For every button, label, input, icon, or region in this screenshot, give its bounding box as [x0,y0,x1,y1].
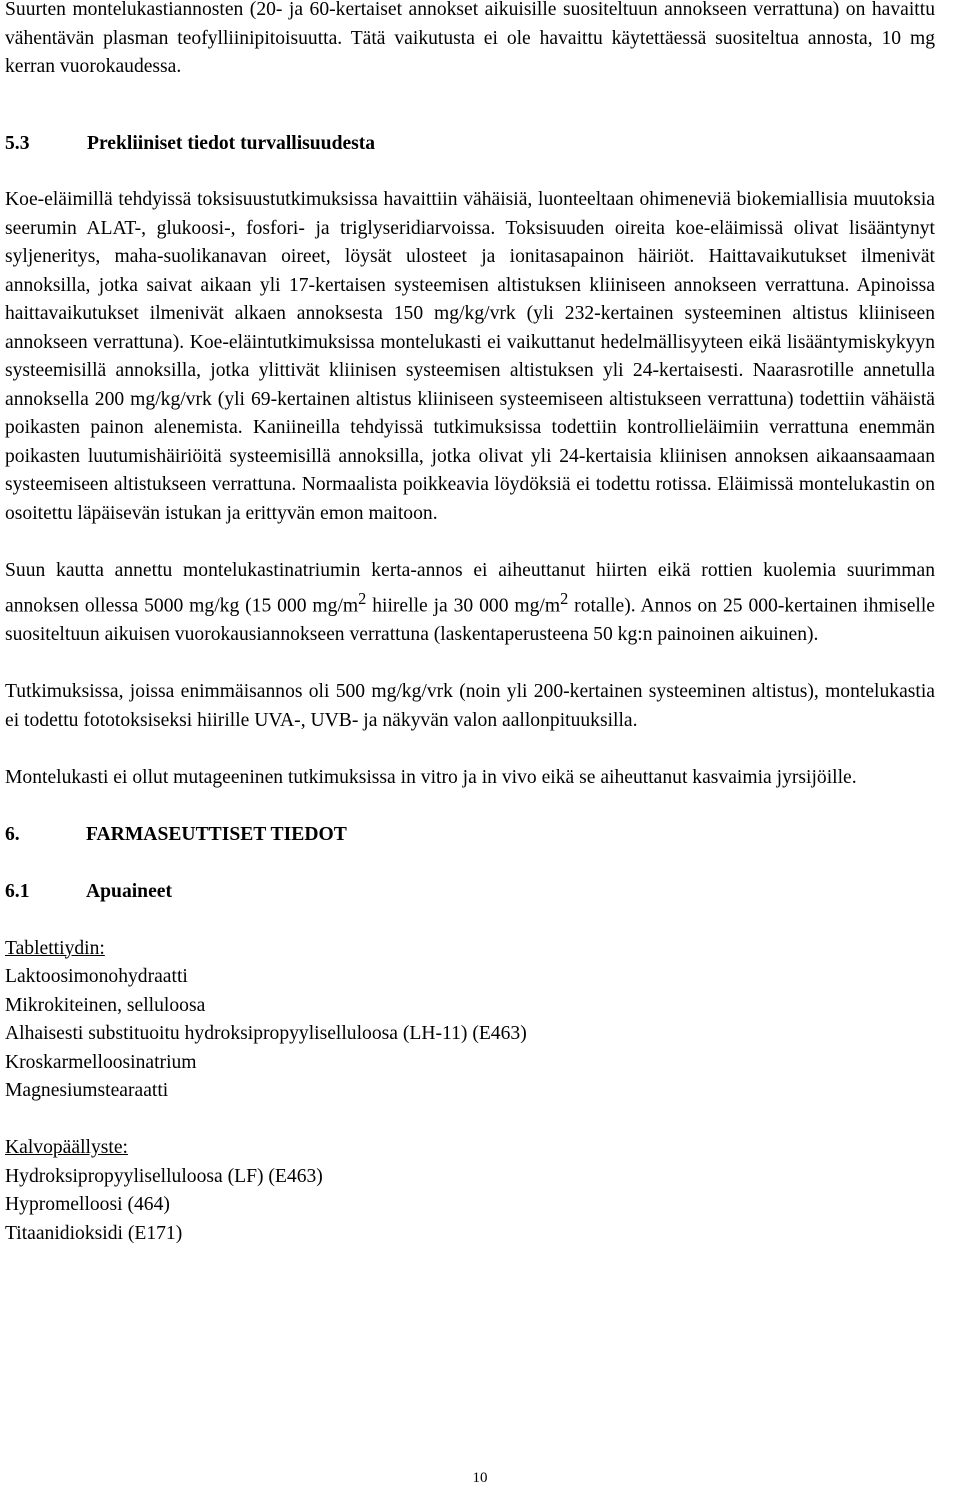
section-6-1-heading [5,878,935,907]
list-item: Hypromelloosi (464) [5,1194,170,1216]
mutagenicity-paragraph: Montelukasti ei ollut mutageeninen tutkimuksissa in vitro ja in vivo eikä se aiheuttanut kasvaimia jyrsijöille. [5,766,857,788]
superscript-2: 2 [358,589,367,608]
list-item: Mikrokiteinen, selluloosa [5,994,206,1016]
document-page [5,0,935,1248]
superscript-2: 2 [560,589,569,608]
section-5-3-heading [5,130,935,159]
tablet-core-label: Tablettiydin: [5,937,105,959]
intro-paragraph: Suurten montelukastiannosten (20- ja 60-kertaiset annokset aikuisille suositeltuun annokseen verrattuna) on havaittu vähentävän plasman teofylliinipitoisuutta. Tätä vaikutusta ei ole havaittu käytettäessä suositeltua annosta, 10 mg kerran vuorokaudessa. [5,0,935,77]
section-6-heading [5,821,935,850]
section-5-3-number: 5.3 [5,132,30,154]
section-6-1-number: 6.1 [5,880,30,902]
film-coating-label: Kalvopäällyste: [5,1137,128,1159]
section-6-1-title: Apuaineet [86,880,173,902]
list-item: Hydroksipropyyliselluloosa (LF) (E463) [5,1165,323,1187]
film-coating-list [5,1163,935,1249]
list-item: Magnesiumstearaatti [5,1080,169,1102]
preclinical-toxicity-paragraph: Koe-eläimillä tehdyissä toksisuustutkimuksissa havaittiin vähäisiä, luonteeltaan ohimeneviä biokemiallisia muutoksia seerumin ALAT-, glukoosi-, fosfori- ja triglyseridiarvoissa. Toksisuuden oireita koe-eläimissä olivat lisääntynyt syljeneritys, maha-suolikanavan oireet, löysät ulosteet ja ionitasapainon häiriöt. Haittavaikutukset ilmenivät annoksilla, jotka saivat aikaan yli 17-kertaisen systeemisen altistuksen kliiniseen annokseen verrattuna. Apinoissa haittavaikutukset ilmenivät alkaen annoksesta 150 mg/kg/vrk (yli 232-kertainen systeeminen altistus kliiniseen annokseen verrattuna). Koe-eläintutkimuksissa montelukasti ei vaikuttanut hedelmällisyyteen eikä lisääntymiskykyyn systeemisillä annoksilla, jotka ylittivät kliinisen systeemisen altistuksen yli 24-kertaisesti. Naarasrotille annetulla annoksella 200 mg/kg/vrk (yli 69-kertainen altistus kliiniseen systeemiseen altistukseen verrattuna) todettiin vähäistä poikasten painon alenemista. Kaniineilla tehdyissä tutkimuksissa todettiin kontrollieläimiin verrattuna enemmän poikasten luutumishäiriöitä systeemisillä annoksilla, jotka olivat yli 24-kertaisia kliinisen annoksen aikaansaamaan systeemiseen altistukseen verrattuna. Normaalista poikkeavia löydöksiä ei todettu rotissa. Eläimissä montelukastin on osoitettu läpäisevän istukan ja erittyvän emon maitoon. [5,189,935,524]
section-5-3-title: Prekliiniset tiedot turvallisuudesta [87,132,376,154]
page-number: 10 [472,1470,488,1486]
list-item: Kroskarmelloosinatrium [5,1051,197,1073]
section-6-title: FARMASEUTTISET TIEDOT [86,823,347,845]
list-item: Alhaisesti substituoitu hydroksipropyyliselluloosa (LH-11) (E463) [5,1023,527,1045]
section-6-number: 6. [5,823,20,845]
acute-dose-text-b: hiirelle ja 30 000 mg/m [366,595,561,617]
acute-dose-text-c: rotalle). Annos on 25 000-kertainen ihmiselle suositeltuun aikuisen vuorokausiannokseen verrattuna (laskentaperusteena 50 kg:n painoinen aikuinen). [5,595,935,646]
acute-dose-text-a: Suun kautta annettu montelukastinatriumin kerta-annos ei aiheuttanut hiirten eikä rottien kuolemia suurimman annoksen ollessa 5000 mg/kg (15 000 mg/m [5,559,935,617]
tablet-core-list [5,963,935,1106]
list-item: Laktoosimonohydraatti [5,966,188,988]
list-item: Titaanidioksidi (E171) [5,1222,183,1244]
phototoxicity-paragraph: Tutkimuksissa, joissa enimmäisannos oli 500 mg/kg/vrk (noin yli 200-kertainen systeeminen altistus), montelukastia ei todettu fototoksiseksi hiirille UVA-, UVB- ja näkyvän valon aallonpituuksilla. [5,681,935,731]
acute-dose-paragraph [5,557,935,650]
